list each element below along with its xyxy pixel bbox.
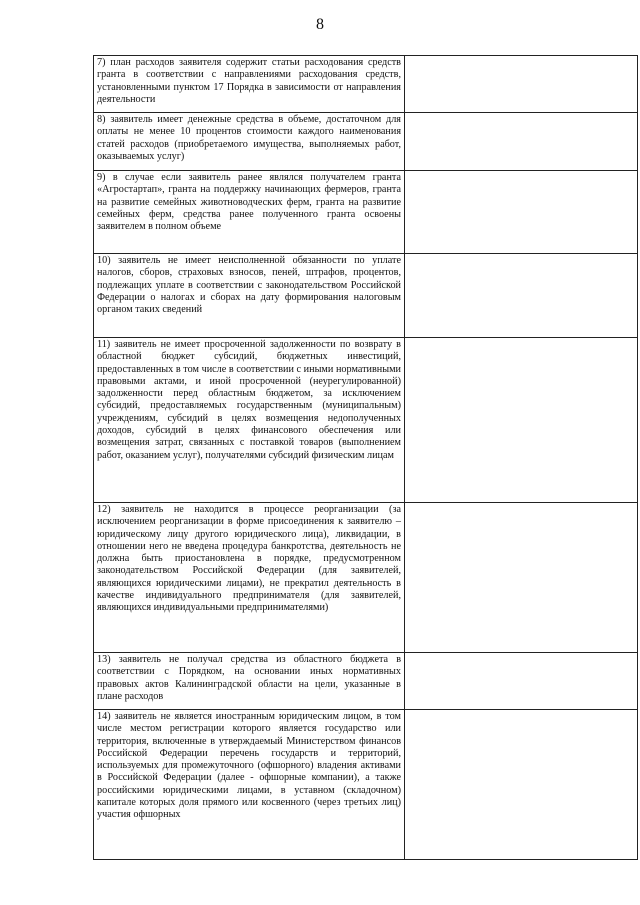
condition-text-13: 13) заявитель не получал средства из областного бюджета в соответствии с Порядком, на основании иных нормативных правовых актов Калининградской области на цели, указанные в плане расходов	[97, 654, 401, 702]
page-number: 8	[316, 16, 324, 33]
empty-answer-cell	[405, 338, 638, 503]
condition-cell	[94, 56, 405, 113]
condition-text-8: 8) заявитель имеет денежные средства в объеме, достаточном для оплаты не менее 10 процентов стоимости каждого наименования статей расходов (приобретаемого имущества, выполняемых работ, оказываемых услуг)	[97, 114, 401, 162]
condition-text-10: 10) заявитель не имеет неисполненной обязанности по уплате налогов, сборов, страховых взносов, пеней, штрафов, процентов, подлежащих уплате в соответствии с законодательством Российской Федерации о налогах и сборах на дату формирования налоговым органом таких сведений	[97, 255, 401, 316]
condition-cell	[94, 171, 405, 254]
condition-text-14: 14) заявитель не является иностранным юридическим лицом, в том числе местом регистрации которого является государство или территория, включенные в утверждаемый Министерством финансов Российской Федерации перечень государств и территорий, используемых для промежуточного (офшорного) владения активами в Российской Федерации (далее - офшорные компании), а также российскими юридическими лицами, в уставном (складочном) капитале которых доля прямого или косвенного (через третьих лиц) участия офшорных	[97, 711, 401, 821]
empty-answer-cell	[405, 113, 638, 171]
empty-answer-cell	[405, 254, 638, 338]
conditions-table	[93, 55, 638, 860]
condition-text-9: 9) в случае если заявитель ранее являлся получателем гранта «Агростартап», гранта на поддержку начинающих фермеров, гранта на развитие семейных животноводческих ферм, гранта на развитие семейных ферм, средства ранее полученного гранта освоены заявителем в полном объеме	[97, 172, 401, 233]
condition-text-7: 7) план расходов заявителя содержит статьи расходования средств гранта в соответствии с направлениями расходования средств, установленными пунктом 17 Порядка в зависимости от направления деятельности	[97, 57, 401, 105]
condition-text-11: 11) заявитель не имеет просроченной задолженности по возврату в областной бюджет субсидий, бюджетных инвестиций, предоставленных в том числе в соответствии с иными нормативными правовыми актами, и иной просроченной (неурегулированной) задолженности перед областным бюджетом, за исключением субсидий, предоставляемых государственным (муниципальным) учреждениям, субсидий в целях возмещения недополученных доходов, субсидий в целях финансового обеспечения или возмещения затрат, связанных с поставкой товаров (выполнением работ, оказанием услуг), получателями субсидий физическим лицам	[97, 339, 401, 461]
condition-cell	[94, 113, 405, 171]
table-row	[94, 56, 638, 113]
table-row	[94, 338, 638, 503]
condition-cell	[94, 653, 405, 710]
table-row	[94, 653, 638, 710]
table-row	[94, 710, 638, 860]
condition-cell	[94, 254, 405, 338]
empty-answer-cell	[405, 710, 638, 860]
empty-answer-cell	[405, 653, 638, 710]
empty-answer-cell	[405, 56, 638, 113]
condition-cell	[94, 503, 405, 653]
condition-cell	[94, 710, 405, 860]
table-row	[94, 503, 638, 653]
condition-cell	[94, 338, 405, 503]
empty-answer-cell	[405, 171, 638, 254]
table-row	[94, 254, 638, 338]
table-row	[94, 171, 638, 254]
condition-text-12: 12) заявитель не находится в процессе реорганизации (за исключением реорганизации в форме присоединения к заявителю – юридическому лицу другого юридического лица), ликвидации, в отношении него не введена процедура банкротства, деятельность не должна быть приостановлена в порядке, предусмотренном законодательством Российской Федерации (для заявителей, являющихся юридическими лицами), не прекратил деятельность в качестве индивидуального предпринимателя (для заявителей, являющихся индивидуальными предпринимателями)	[97, 504, 401, 614]
table-row	[94, 113, 638, 171]
empty-answer-cell	[405, 503, 638, 653]
